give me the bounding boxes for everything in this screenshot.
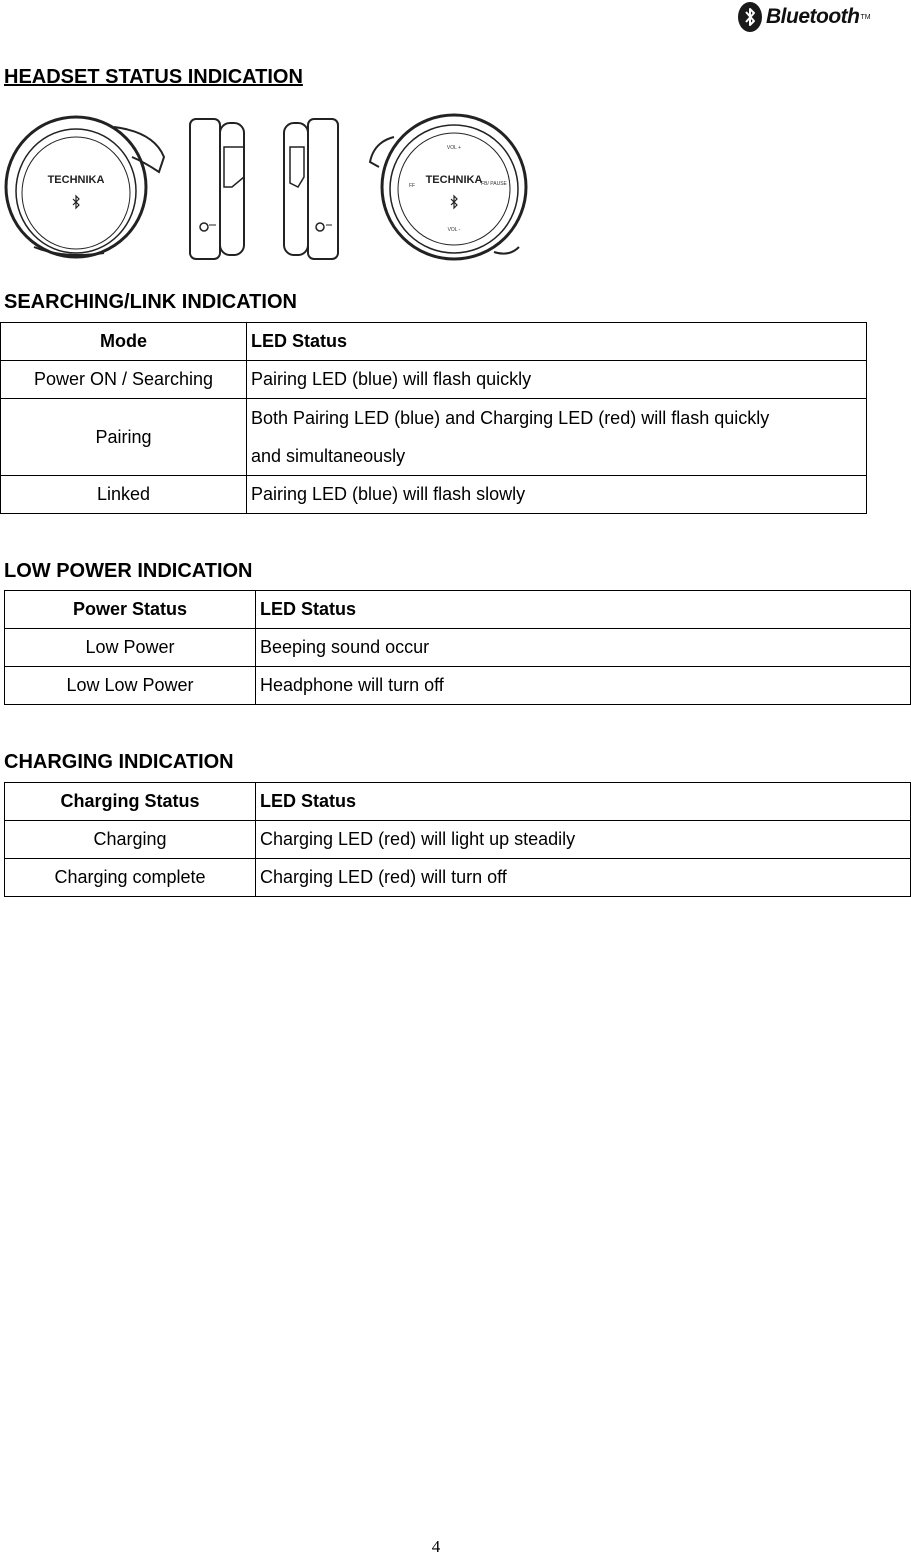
brand-label-left: TECHNIKA (47, 174, 105, 186)
headset-illustration (4, 107, 530, 269)
charging-table (4, 782, 911, 897)
mode-cell: Pairing (1, 399, 247, 476)
column-header-power-status: Power Status (5, 591, 256, 629)
table-row (1, 476, 867, 514)
headset-back-view (370, 115, 526, 259)
table-row (1, 361, 867, 399)
fb-pause-label: FB/ PAUSE (481, 181, 507, 187)
brand-label-right: TECHNIKA (425, 174, 483, 186)
led-status-cell: Headphone will turn off (256, 667, 911, 705)
headset-front-view (6, 117, 164, 257)
charging-status-cell: Charging complete (5, 859, 256, 897)
column-header-led-status: LED Status (256, 591, 911, 629)
ff-label: FF (408, 183, 416, 189)
page-number: 4 (431, 1537, 441, 1556)
table-header-row (5, 591, 911, 629)
column-header-mode: Mode (1, 323, 247, 361)
led-status-cell (247, 399, 867, 476)
column-header-led-status: LED Status (247, 323, 867, 361)
led-status-cell: Charging LED (red) will turn off (256, 859, 911, 897)
charging-status-cell: Charging (5, 821, 256, 859)
bluetooth-icon (73, 196, 79, 208)
table-row (5, 821, 911, 859)
vol-minus-label: VOL - (447, 227, 461, 233)
led-status-line: Both Pairing LED (blue) and Charging LED (red) will flash quickly (251, 408, 770, 428)
section-title-charging: CHARGING INDICATION (4, 751, 234, 773)
mode-cell: Power ON / Searching (1, 361, 247, 399)
searching-link-table (0, 322, 867, 514)
logo-trademark: TM (860, 13, 871, 21)
headset-side-view-left (190, 119, 244, 259)
table-row (5, 859, 911, 897)
led-status-cell: Charging LED (red) will light up steadily (256, 821, 911, 859)
headset-side-view-right (284, 119, 338, 259)
section-title-low-power: LOW POWER INDICATION (4, 560, 253, 582)
power-status-cell: Low Low Power (5, 667, 256, 705)
led-status-cell: Beeping sound occur (256, 629, 911, 667)
led-status-cell: Pairing LED (blue) will flash slowly (247, 476, 867, 514)
led-status-cell: Pairing LED (blue) will flash quickly (247, 361, 867, 399)
logo-wordmark: Bluetooth (766, 5, 860, 28)
bluetooth-icon (738, 2, 762, 32)
column-header-charging-status: Charging Status (5, 783, 256, 821)
section-title-searching-link: SEARCHING/LINK INDICATION (4, 291, 297, 313)
bluetooth-icon (451, 196, 457, 208)
vol-plus-label: VOL + (446, 145, 462, 151)
bluetooth-logo (738, 0, 873, 34)
mode-cell: Linked (1, 476, 247, 514)
section-title-headset-status: HEADSET STATUS INDICATION (4, 66, 303, 88)
table-header-row (5, 783, 911, 821)
table-row (5, 667, 911, 705)
table-row (1, 399, 867, 476)
led-status-line: and simultaneously (251, 446, 406, 466)
table-row (5, 629, 911, 667)
low-power-table (4, 590, 911, 705)
table-header-row (1, 323, 867, 361)
power-status-cell: Low Power (5, 629, 256, 667)
column-header-led-status: LED Status (256, 783, 911, 821)
